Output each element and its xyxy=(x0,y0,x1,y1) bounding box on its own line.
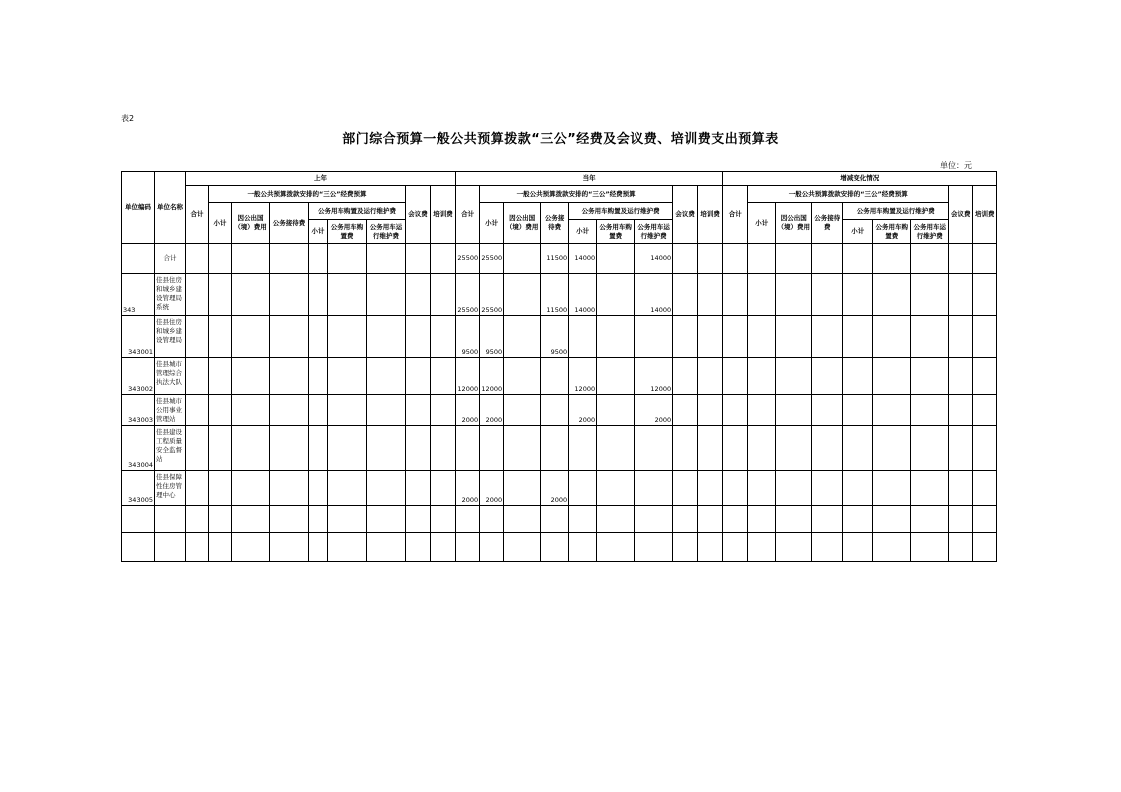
row-name: 合计 xyxy=(155,244,186,274)
header-three-public: 一般公共预算拨款安排的“三公”经费预算 xyxy=(480,186,673,203)
table-row xyxy=(122,471,997,506)
cell-current-total: 9500 xyxy=(456,316,480,358)
header-abroad: 因公出国（境）费用 xyxy=(504,203,541,244)
cell-current-vehicle-subtotal xyxy=(569,316,597,358)
header-change: 增减变化情况 xyxy=(723,172,997,186)
table-row-empty xyxy=(122,506,997,533)
header-current-year: 当年 xyxy=(456,172,723,186)
header-vehicle-operation: 公务用车运行维护费 xyxy=(635,220,673,244)
header-total: 合计 xyxy=(186,186,209,244)
header-vehicle-operation: 公务用车运行维护费 xyxy=(911,220,949,244)
header-vehicle: 公务用车购置及运行维护费 xyxy=(569,203,673,220)
table-row xyxy=(122,395,997,426)
header-training: 培训费 xyxy=(431,186,456,244)
cell-current-vehicle-operation: 12000 xyxy=(635,358,673,395)
row-code: 343001 xyxy=(122,316,155,358)
cell-current-reception xyxy=(541,358,569,395)
cell-current-total: 25500 xyxy=(456,244,480,274)
cell-current-subtotal xyxy=(480,426,504,471)
header-vehicle: 公务用车购置及运行维护费 xyxy=(843,203,949,220)
header-last-year: 上年 xyxy=(186,172,456,186)
header-meeting: 会议费 xyxy=(949,186,973,244)
cell-current-total: 2000 xyxy=(456,395,480,426)
cell-current-total xyxy=(456,426,480,471)
cell-current-subtotal: 25500 xyxy=(480,274,504,316)
table-row xyxy=(122,426,997,471)
header-total: 合计 xyxy=(456,186,480,244)
row-name: 佳县保障性住房管理中心 xyxy=(155,471,186,506)
cell-current-vehicle-operation: 2000 xyxy=(635,395,673,426)
budget-table xyxy=(121,171,997,562)
cell-current-reception: 2000 xyxy=(541,471,569,506)
header-meeting: 会议费 xyxy=(673,186,698,244)
cell-current-subtotal: 12000 xyxy=(480,358,504,395)
page-title: 部门综合预算一般公共预算拨款“三公”经费及会议费、培训费支出预算表 xyxy=(342,132,779,147)
form-number: 表2 xyxy=(121,114,135,123)
cell-current-vehicle-operation: 14000 xyxy=(635,274,673,316)
row-code: 343002 xyxy=(122,358,155,395)
row-name: 佳县城市管理综合执法大队 xyxy=(155,358,186,395)
header-subtotal: 小计 xyxy=(209,203,232,244)
cell-current-total: 12000 xyxy=(456,358,480,395)
table-row xyxy=(122,316,997,358)
cell-current-subtotal: 9500 xyxy=(480,316,504,358)
cell-current-vehicle-subtotal xyxy=(569,426,597,471)
table-row xyxy=(122,274,997,316)
header-vehicle-purchase: 公务用车购置费 xyxy=(597,220,635,244)
header-three-public: 一般公共预算拨款安排的“三公”经费预算 xyxy=(748,186,949,203)
header-row-2 xyxy=(122,186,997,203)
table-row-empty xyxy=(122,533,997,562)
cell-current-reception xyxy=(541,426,569,471)
cell-current-reception: 11500 xyxy=(541,274,569,316)
cell-current-vehicle-subtotal xyxy=(569,471,597,506)
cell-current-subtotal: 25500 xyxy=(480,244,504,274)
row-code: 343004 xyxy=(122,426,155,471)
cell-current-subtotal: 2000 xyxy=(480,471,504,506)
cell-current-vehicle-operation xyxy=(635,426,673,471)
header-total: 合计 xyxy=(723,186,748,244)
header-vehicle-purchase: 公务用车购置费 xyxy=(328,220,367,244)
cell-current-total: 2000 xyxy=(456,471,480,506)
row-code: 343005 xyxy=(122,471,155,506)
header-reception: 公务接待费 xyxy=(270,203,309,244)
header-vehicle-purchase: 公务用车购置费 xyxy=(873,220,911,244)
table-row xyxy=(122,358,997,395)
cell-current-vehicle-subtotal: 14000 xyxy=(569,274,597,316)
header-training: 培训费 xyxy=(698,186,723,244)
header-row-1 xyxy=(122,172,997,186)
header-subtotal: 小计 xyxy=(748,203,776,244)
cell-current-reception: 11500 xyxy=(541,244,569,274)
table-row-total xyxy=(122,244,997,274)
header-vehicle-subtotal: 小计 xyxy=(309,220,328,244)
header-vehicle: 公务用车购置及运行维护费 xyxy=(309,203,406,220)
header-subtotal: 小计 xyxy=(480,203,504,244)
cell-current-reception: 9500 xyxy=(541,316,569,358)
header-vehicle-subtotal: 小计 xyxy=(569,220,597,244)
row-code: 343003 xyxy=(122,395,155,426)
cell-current-vehicle-operation xyxy=(635,316,673,358)
header-reception: 公务接待费 xyxy=(812,203,843,244)
header-three-public: 一般公共预算拨款安排的“三公”经费预算 xyxy=(209,186,406,203)
cell-current-vehicle-subtotal: 12000 xyxy=(569,358,597,395)
header-training: 培训费 xyxy=(973,186,997,244)
row-name: 佳县建设工程质量安全监督站 xyxy=(155,426,186,471)
header-row-3 xyxy=(122,203,997,220)
row-name: 佳县城市公用事业管理站 xyxy=(155,395,186,426)
cell-current-vehicle-operation: 14000 xyxy=(635,244,673,274)
cell-current-reception xyxy=(541,395,569,426)
header-abroad: 因公出国（境）费用 xyxy=(232,203,270,244)
header-reception: 公务接待费 xyxy=(541,203,569,244)
header-unit-code: 单位编码 xyxy=(122,172,155,244)
header-unit-name: 单位名称 xyxy=(155,172,186,244)
header-meeting: 会议费 xyxy=(406,186,431,244)
cell-current-subtotal: 2000 xyxy=(480,395,504,426)
header-vehicle-subtotal: 小计 xyxy=(843,220,873,244)
row-name: 佳县住房和城乡建设管理局 xyxy=(155,316,186,358)
cell-current-vehicle-operation xyxy=(635,471,673,506)
header-abroad: 因公出国（境）费用 xyxy=(776,203,812,244)
row-code: 343 xyxy=(122,274,155,316)
row-name: 佳县住房和城乡建设管理局系统 xyxy=(155,274,186,316)
unit-label: 单位：元 xyxy=(940,161,972,170)
cell-current-total: 25500 xyxy=(456,274,480,316)
row-code xyxy=(122,244,155,274)
cell-current-vehicle-subtotal: 2000 xyxy=(569,395,597,426)
header-vehicle-operation: 公务用车运行维护费 xyxy=(367,220,406,244)
cell-current-vehicle-subtotal: 14000 xyxy=(569,244,597,274)
